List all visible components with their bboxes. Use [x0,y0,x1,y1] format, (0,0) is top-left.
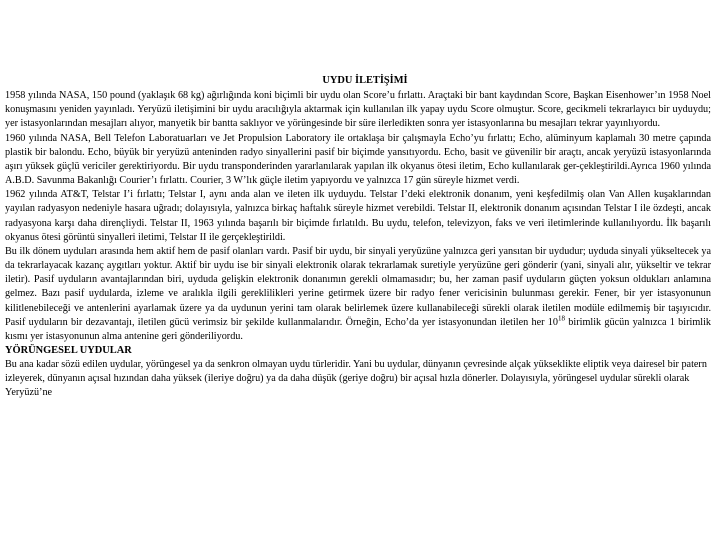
section-heading: YÖRÜNGESEL UYDULAR [5,344,132,356]
document-title: UYDU İLETİŞİMİ [322,75,408,86]
paragraph-telstar: 1962 yılında AT&T, Telstar I’i fırlattı; Telstar I, aynı anda alan ve ileten ilk uyduydu. Telstar I’deki elektronik donanım, yeni keşfedilmiş olan Van Allen kuşaklarından yayılan radyasyon nedeniyle hasara uğradı; dolayısıyla, yalnızca birkaç haftalık süreyle hizmet verebildi. Telstar II, elektronik donanım açısından Telstar I ile özdeşti, ancak radyasyona karşı daha dirençliydi. Telstar II, 1963 yılında başarılı bir biçimde fırlatıldı. Bu uydu, telefon, televizyon, faks ve veri iletimlerinde kullanılıyordu. İlk başarılı okyanus ötesi görüntü sinyalleri iletimi, Telstar II ile gerçekleştirildi. [5,189,711,243]
paragraph-score: 1958 yılında NASA, 150 pound (yaklaşık 68 kg) ağırlığında koni biçimli bir uydu olan Score’u fırlattı. Araçtaki bir bant kaydından Score, Başkan Eisenhower’ın 1958 Noel konuşmasını yeniden yayınladı. Yeryüzü iletişimini bir uydu aracılığıyla aktarmak için kullanılan ilk yapay uydu Score olmuştur. Score, gecikmeli tekrarlayıcı bir uyduydu; yer istasyonlarından mesajları alıyor, manyetik bir bantta saklıyor ve yörüngesinde bir süre ilerledikten sonra yer istasyonlarına bu mesajları tekrar yayınlıyordu. [5,90,711,130]
paragraph-active-passive-tail: birimlik gücün yalnızca 1 birimlik kısmı yer istasyonunun alma antenine geri gönderiliyordu. [5,316,712,342]
document-page [5,74,711,401]
paragraph-echo: 1960 yılında NASA, Bell Telefon Laboratuarları ve Jet Propulsion Laboratory ile ortaklaşa bir çalışmayla Echo’yu fırlattı; Echo, alüminyum kaplamalı 30 metre çapında plastik bir balondu. Echo, büyük bir yeryüzü anteninden radyo sinyallerini pasif bir biçimde yansıtıyordu. Echo, basit ve güvenilir bir araçtı, ancak yeryüzü istasyonlarında aşırı yüksek güçlü vericiler gerektiriyordu. Bir uydu transponderinden yararlanılarak yapılan ilk okyanus ötesi iletim, Echo kullanılarak ger-çekleştirildi.Ayrıca 1960 yılında A.B.D. Savunma Bakanlığı Courier’ı fırlattı. Courier, 3 W’lık güçle iletim yapıyordu ve yalnızca 17 gün süreyle hizmet verdi. [5,132,711,187]
power-exponent: 18 [558,314,565,323]
paragraph-active-passive [5,245,711,344]
paragraph-orbital: Bu ana kadar sözü edilen uydular, yörüngesel ya da senkron olmayan uydu türleridir. Yani bu uydular, dünyanın çevresinde alçak yükseklikte eliptik veya dairesel bir patern izleyerek, dünyanın açısal hızından daha yüksek (ileriye doğru) ya da daha düşük (geriye doğru) bir açısal hızla dönerler. Dolayısıyla, yörüngesel uydular sürekli olarak Yeryüzü’ne [5,359,707,399]
paragraph-active-passive-text: Bu ilk dönem uyduları arasında hem aktif hem de pasif olanları vardı. Pasif bir uydu, bir sinyali yeryüzüne yalnızca geri yansıtan bir uydudur; uyduda sinyali yükseltecek ya da tekrarlayacak kazanç aygıtları yoktur. Aktif bir uydu ise bir sinyali elektronik olarak tekrarlamak suretiyle yeryüzüne geri gönderir (yani, sinyali alır, yükseltir ve tekrar iletir). Pasif uyduların avantajlarından biri, uyduda gelişkin elektronik donanımın gerekli olmamasıdır; bu, her zaman pasif uyduların güçten yoksun oldukları anlamına gelmez. Bazı pasif uydularda, izleme ve aralıkla ilgili gereklilikleri yerine getirmek üzere bir radyo fener vericisinin bulunması gerekir. Fener, bir yer istasyonunun kilitlenebileceği ve antenlerini ayarlamak üzere ya da uydunun yerini tam olarak belirlemek üzere kullanabileceği sürekli olarak iletilen modüle edilmemiş bir taşıyıcıdır. Pasif uyduların bir dezavantajı, iletilen gücü verimsiz bir şekilde kullanmalarıdır. Örneğin, Echo’da yer istasyonundan iletilen her 10 [5,245,711,328]
